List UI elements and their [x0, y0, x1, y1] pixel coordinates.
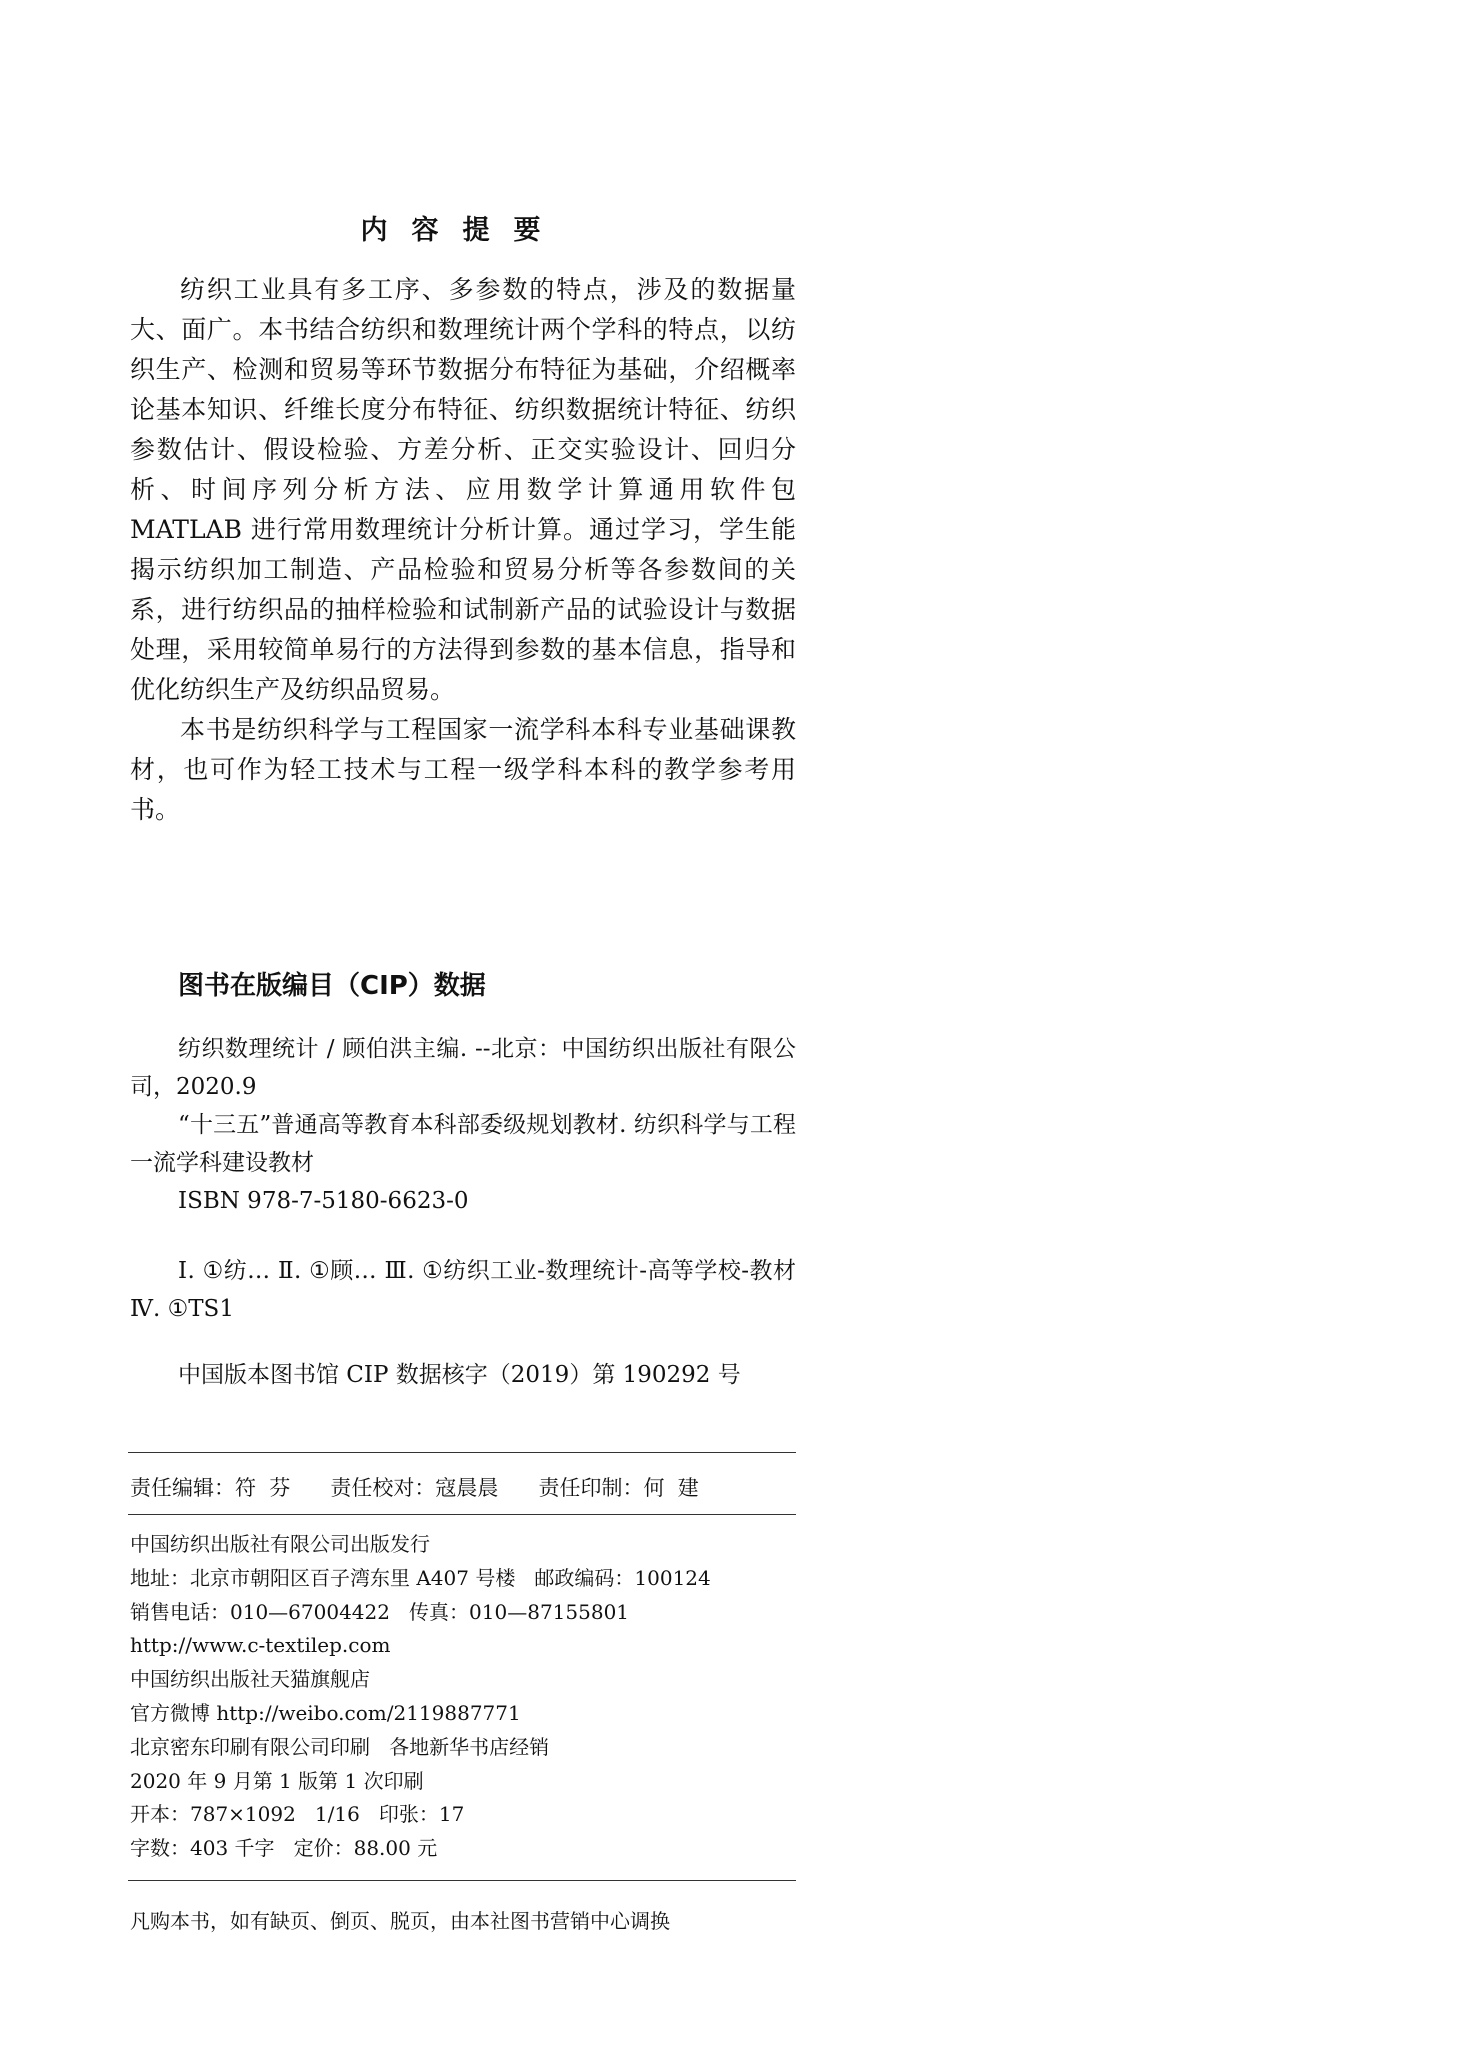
- abstract-paragraph: 本书是纺织科学与工程国家一流学科本科专业基础课教材，也可作为轻工技术与工程一级学科本科的教学参考用书。: [130, 715, 796, 824]
- return-notice: 凡购本书，如有缺页、倒页、脱页，由本社图书营销中心调换: [130, 1909, 670, 1933]
- imprint-line: 开本：787×1092 1/16 印张：17: [130, 1802, 465, 1827]
- imprint-line: 官方微博 http://weibo.com/2119887771: [130, 1700, 521, 1725]
- cip-record-line: ISBN 978-7-5180-6623-0: [178, 1188, 469, 1214]
- divider-rule: [128, 1452, 796, 1453]
- imprint-line: 中国纺织出版社有限公司出版发行: [130, 1532, 430, 1556]
- imprint-line: 字数：403 千字 定价：88.00 元: [130, 1836, 438, 1861]
- imprint-line: 2020 年 9 月第 1 版第 1 次印刷: [130, 1768, 424, 1793]
- cip-record-line: 纺织数理统计 / 顾伯洪主编. --北京：中国纺织出版社有限公司，2020.9: [130, 1036, 796, 1100]
- abstract-title: 内容提要: [360, 215, 565, 246]
- cip-record: [130, 1030, 796, 1220]
- divider-rule: [128, 1880, 796, 1881]
- abstract-body: [130, 270, 796, 830]
- staff-credits: 责任编辑：符 芬 责任校对：寇晨晨 责任印制：何 建: [130, 1476, 699, 1500]
- imprint-info: [130, 1528, 796, 1866]
- cip-verification-text: 中国版本图书馆 CIP 数据核字（2019）第 190292 号: [178, 1362, 741, 1388]
- imprint-line: 销售电话：010—67004422 传真：010—87155801: [130, 1599, 630, 1624]
- cip-verification: [130, 1356, 796, 1394]
- cip-classification: [130, 1252, 796, 1328]
- cip-record-line: “十三五”普通高等教育本科部委级规划教材. 纺织科学与工程一流学科建设教材: [130, 1112, 796, 1176]
- cip-title: 图书在版编目（CIP）数据: [178, 971, 486, 1001]
- imprint-line: 北京密东印刷有限公司印刷 各地新华书店经销: [130, 1734, 550, 1759]
- cip-classification-text: Ⅰ. ①纺… Ⅱ. ①顾… Ⅲ. ①纺织工业-数理统计-高等学校-教材 Ⅳ. ①TS1: [130, 1258, 796, 1322]
- divider-rule: [128, 1514, 796, 1515]
- imprint-line: 中国纺织出版社天猫旗舰店: [130, 1667, 370, 1692]
- abstract-paragraph: 纺织工业具有多工序、多参数的特点，涉及的数据量大、面广。本书结合纺织和数理统计两个学科的特点，以纺织生产、检测和贸易等环节数据分布特征为基础，介绍概率论基本知识、纤维长度分布特征、纺织数据统计特征、纺织参数估计、假设检验、方差分析、正交实验设计、回归分析、时间序列分析方法、应用数学计算通用软件包 MATLAB 进行常用数理统计分析计算。通过学习，学生能揭示纺织加工制造、产品检验和贸易分析等各参数间的关系，进行纺织品的抽样检验和试制新产品的试验设计与数据处理，采用较简单易行的方法得到参数的基本信息，指导和优化纺织生产及纺织品贸易。: [130, 275, 796, 704]
- imprint-line: 地址：北京市朝阳区百子湾东里 A407 号楼 邮政编码：100124: [130, 1565, 711, 1590]
- imprint-line: http://www.c-textilep.com: [130, 1633, 391, 1658]
